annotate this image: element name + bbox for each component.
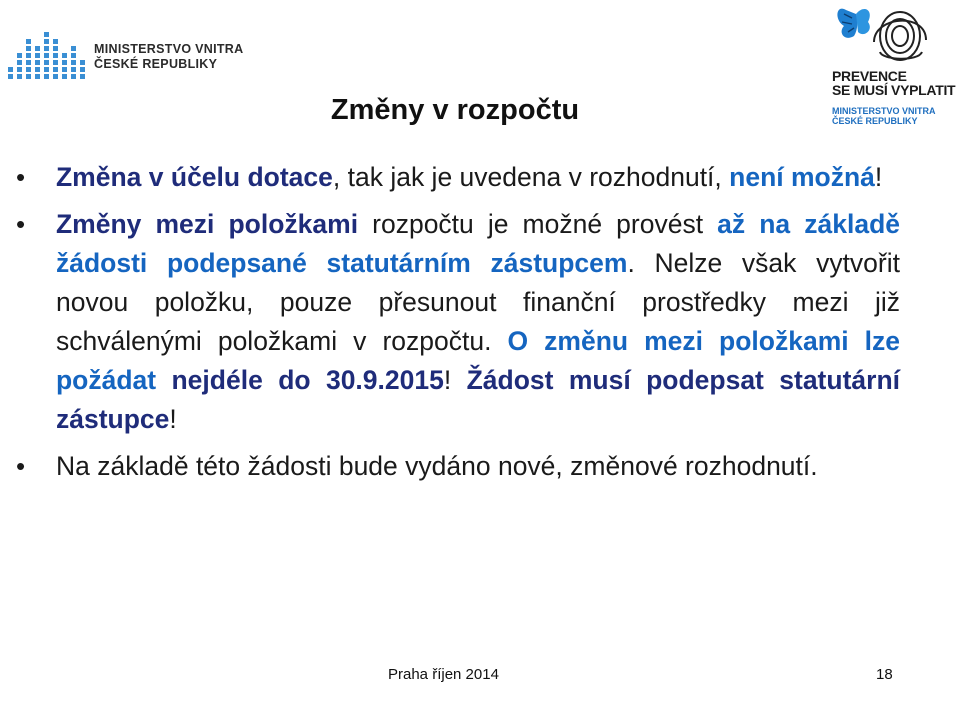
logo-dot: [62, 60, 67, 65]
logo-dot: [53, 39, 58, 44]
logo-dot: [35, 67, 40, 72]
logo-dot: [44, 32, 49, 37]
logo-dot: [26, 60, 31, 65]
logo-dot: [44, 53, 49, 58]
logo-dot: [35, 60, 40, 65]
bullet1-part2: , tak jak je uvedena v rozhodnutí,: [332, 162, 730, 192]
ministry-dots-logo-icon: [6, 22, 88, 80]
logo-dot: [44, 67, 49, 72]
bullet2-part1: Změny mezi položkami: [56, 209, 359, 239]
bullet-item-3: [14, 447, 900, 486]
slide-title: Změny v rozpočtu: [330, 94, 580, 126]
logo-dot: [17, 60, 22, 65]
bullet2-part6: nejdéle do 30.9.2015: [171, 365, 444, 395]
logo-dot: [53, 60, 58, 65]
bullet-item-1: [14, 158, 900, 197]
logo-dot: [44, 39, 49, 44]
page-number: 18: [876, 666, 893, 683]
logo-dot: [17, 53, 22, 58]
logo-dot: [53, 67, 58, 72]
logo-dot: [26, 74, 31, 79]
bullet-item-2: [14, 205, 900, 439]
logo-dot: [80, 74, 85, 79]
logo-dot: [8, 67, 13, 72]
bullet1-part4: !: [874, 162, 883, 192]
ministry-name-line2: ČESKÉ REPUBLIKY: [94, 57, 218, 71]
logo-dot: [44, 46, 49, 51]
logo-dot: [80, 67, 85, 72]
logo-dot: [26, 39, 31, 44]
logo-dot: [71, 60, 76, 65]
logo-dot: [53, 74, 58, 79]
logo-dot: [35, 46, 40, 51]
logo-dot: [62, 53, 67, 58]
ministry-name-line1: MINISTERSTVO VNITRA: [94, 42, 244, 56]
prevence-ministry-line2: ČESKÉ REPUBLIKY: [832, 116, 918, 126]
logo-dot: [8, 74, 13, 79]
logo-dot: [17, 74, 22, 79]
butterfly-fingerprint-icon: [834, 2, 944, 68]
prevence-slogan: [832, 69, 955, 97]
logo-dot: [71, 67, 76, 72]
logo-dot: [35, 74, 40, 79]
bullet1-part1: Změna v účelu dotace: [56, 162, 333, 192]
logo-dot: [53, 46, 58, 51]
bullet2-part2: rozpočtu je možné provést: [358, 209, 718, 239]
logo-dot: [71, 74, 76, 79]
logo-dot: [26, 53, 31, 58]
bullet2-part4: . Nelze však vytvořit novou položku, pouze přesunout finanční prostředky mezi již schválenými položkami v rozpočtu.: [56, 248, 900, 356]
logo-dot: [53, 53, 58, 58]
logo-dot: [71, 53, 76, 58]
logo-dot: [71, 46, 76, 51]
logo-dot: [17, 67, 22, 72]
ministry-logo: [6, 22, 276, 84]
logo-dot: [80, 60, 85, 65]
slogan-line1: PREVENCE: [832, 68, 907, 84]
logo-dot: [62, 67, 67, 72]
bullet2-part7: !: [443, 365, 467, 395]
logo-dot: [35, 53, 40, 58]
logo-dot: [44, 74, 49, 79]
bullet2-part5: O změnu mezi položkami lze požádat: [56, 326, 901, 395]
bullet2-part3: až na základě žádosti podepsané statutárním zástupcem: [56, 209, 900, 278]
footer-place-date: Praha říjen 2014: [388, 666, 499, 683]
bullet1-part3: není možná: [729, 162, 875, 192]
bullet2-part9: !: [169, 404, 177, 434]
slogan-line2: SE MUSÍ VYPLATIT: [832, 82, 956, 98]
logo-dot: [44, 60, 49, 65]
logo-dot: [26, 46, 31, 51]
logo-dot: [26, 67, 31, 72]
bullet-list: [14, 158, 900, 494]
bullet3-text: Na základě této žádosti bude vydáno nové, změnové rozhodnutí.: [56, 451, 818, 481]
logo-dot: [62, 74, 67, 79]
ministry-name: [94, 42, 243, 72]
prevence-ministry-line1: MINISTERSTVO VNITRA: [832, 106, 936, 116]
bullet2-part8: Žádost musí podepsat statutární zástupce: [56, 365, 900, 434]
